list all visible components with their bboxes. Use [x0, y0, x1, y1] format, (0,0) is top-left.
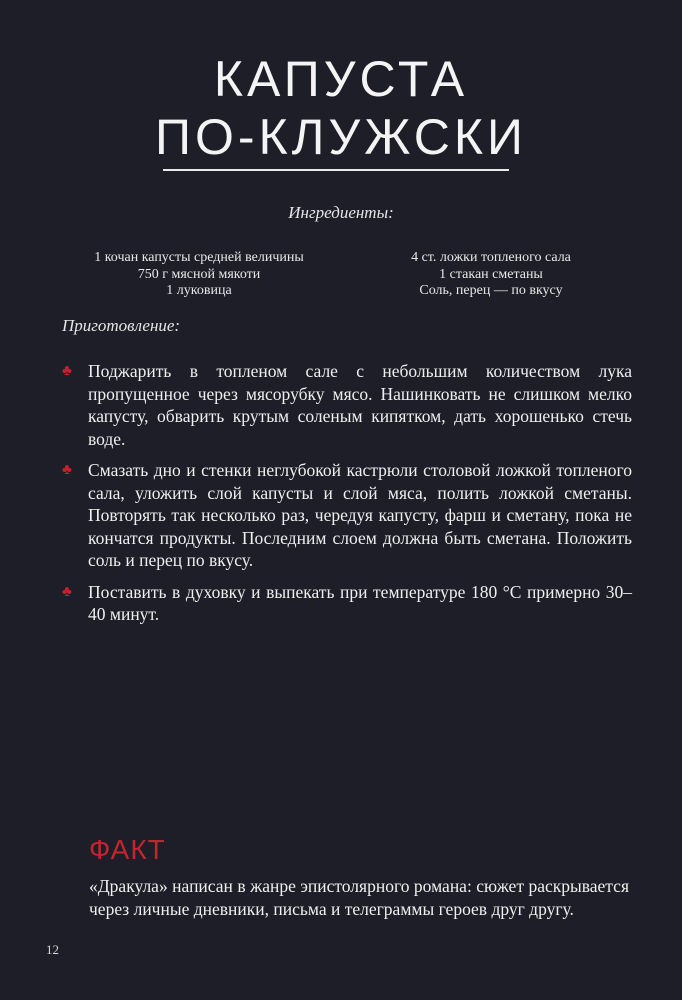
ingredient-item: 4 ст. ложки топленого сала	[411, 250, 571, 265]
ingredients-right-column	[346, 250, 636, 300]
ingredients-left-column	[54, 250, 344, 300]
recipe-title	[0, 50, 682, 166]
preparation-step	[62, 459, 632, 572]
recipe-title-line-2: ПО-КЛУЖСКИ	[155, 109, 527, 165]
ingredient-item: 1 кочан капусты средней величины	[94, 250, 304, 265]
preparation-heading: Приготовление:	[62, 316, 181, 335]
ingredient-item: 1 луковица	[166, 283, 232, 298]
club-icon: ♣	[62, 462, 72, 478]
fact-text: «Дракула» написан в жанре эпистолярного романа: сюжет раскрывается через личные дневники, письма и телеграммы героев друг другу.	[89, 876, 629, 919]
title-divider	[163, 169, 509, 171]
ingredient-item: 750 г мясной мякоти	[137, 266, 261, 282]
preparation-step-text: Поставить в духовку и выпекать при температуре 180 °C примерно 30–40 минут.	[88, 581, 632, 624]
recipe-title-line-1: КАПУСТА	[213, 51, 469, 107]
ingredient-item: 1 стакан сметаны	[439, 266, 543, 282]
preparation-step-text: Смазать дно и стенки неглубокой кастрюли столовой ложкой топленого сала, уложить слой капусты и слой мяса, полить ложкой сметаны. Повторять так несколько раз, чередуя капусту, фарш и сметану, пока не кончатся продукты. Последним слоем должна быть сметана. Положить соль и перец по вкусу.	[88, 460, 632, 570]
preparation-step	[62, 360, 632, 450]
ingredient-item: Соль, перец — по вкусу	[419, 283, 563, 298]
preparation-step	[62, 581, 632, 626]
preparation-steps	[62, 360, 632, 635]
fact-heading: ФАКТ	[89, 834, 166, 865]
preparation-step-text: Поджарить в топленом сале с небольшим количеством лука пропущенное через мясорубку мясо. Нашинковать не слишком мелко капусту, обварить крутым соленым кипятком, дать хорошенько стечь воде.	[88, 361, 632, 449]
club-icon: ♣	[62, 583, 72, 600]
ingredients-heading: Ингредиенты:	[288, 203, 394, 222]
page-number: 12	[46, 942, 59, 957]
club-icon: ♣	[62, 363, 72, 379]
